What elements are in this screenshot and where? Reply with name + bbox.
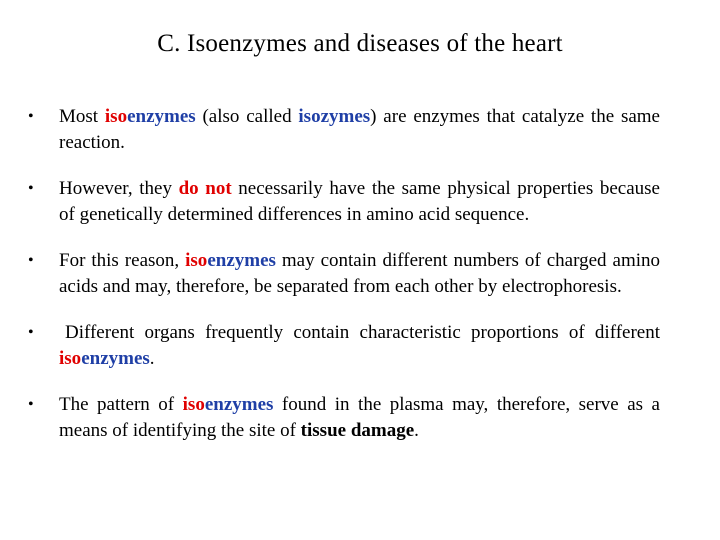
slide-title: C. Isoenzymes and diseases of the heart — [157, 30, 563, 57]
bullet-icon: • — [28, 252, 34, 269]
iso-prefix: iso — [104, 106, 128, 127]
bullet-item-1 — [28, 104, 660, 156]
iso-prefix: iso — [185, 250, 208, 271]
enzymes-term: enzymes — [81, 348, 150, 369]
bullet-list — [28, 104, 660, 464]
enzymes-term: enzymes — [127, 106, 196, 127]
bullet-icon: • — [28, 108, 34, 125]
enzymes-term: enzymes — [207, 250, 276, 271]
text-run: For this reason, — [59, 250, 186, 271]
tissue-damage-emphasis: tissue damage — [300, 420, 415, 441]
text-run: The pattern of — [59, 394, 183, 415]
bullet-item-3 — [28, 248, 660, 300]
bullet-text — [59, 178, 660, 225]
iso-prefix: iso — [182, 394, 205, 415]
bullet-text — [59, 250, 660, 297]
text-run: . — [149, 348, 155, 369]
enzymes-term: enzymes — [204, 394, 274, 415]
text-run: may contain different numbers of charged amino acids and may, therefore, be separated from each other by electrophoresis. — [59, 250, 660, 297]
bullet-text — [59, 106, 660, 153]
bullet-item-5 — [28, 392, 660, 444]
text-run: Different organs frequently contain characteristic proportions of different — [65, 322, 660, 343]
bullet-item-2 — [28, 176, 660, 228]
bullet-item-4 — [28, 320, 660, 372]
bullet-icon: • — [28, 180, 34, 197]
isozymes-term: isozymes — [298, 106, 371, 127]
bullet-icon: • — [28, 324, 34, 341]
text-run: Most — [59, 106, 105, 127]
bullet-icon: • — [28, 396, 34, 413]
text-run: necessarily have the same physical properties because of genetically determined differences in amino acid sequence. — [59, 178, 660, 225]
text-run: However, they — [59, 178, 179, 199]
bullet-text — [59, 322, 660, 369]
do-not-emphasis: do not — [178, 178, 232, 199]
bullet-text — [59, 394, 660, 441]
text-run: found in the plasma may, therefore, serve as a means of identifying the site of — [59, 394, 660, 441]
iso-prefix: iso — [59, 348, 82, 369]
text-run: . — [414, 420, 419, 441]
text-run: (also called — [195, 106, 299, 127]
text-run: ) are enzymes that catalyze the same reaction. — [59, 106, 660, 153]
